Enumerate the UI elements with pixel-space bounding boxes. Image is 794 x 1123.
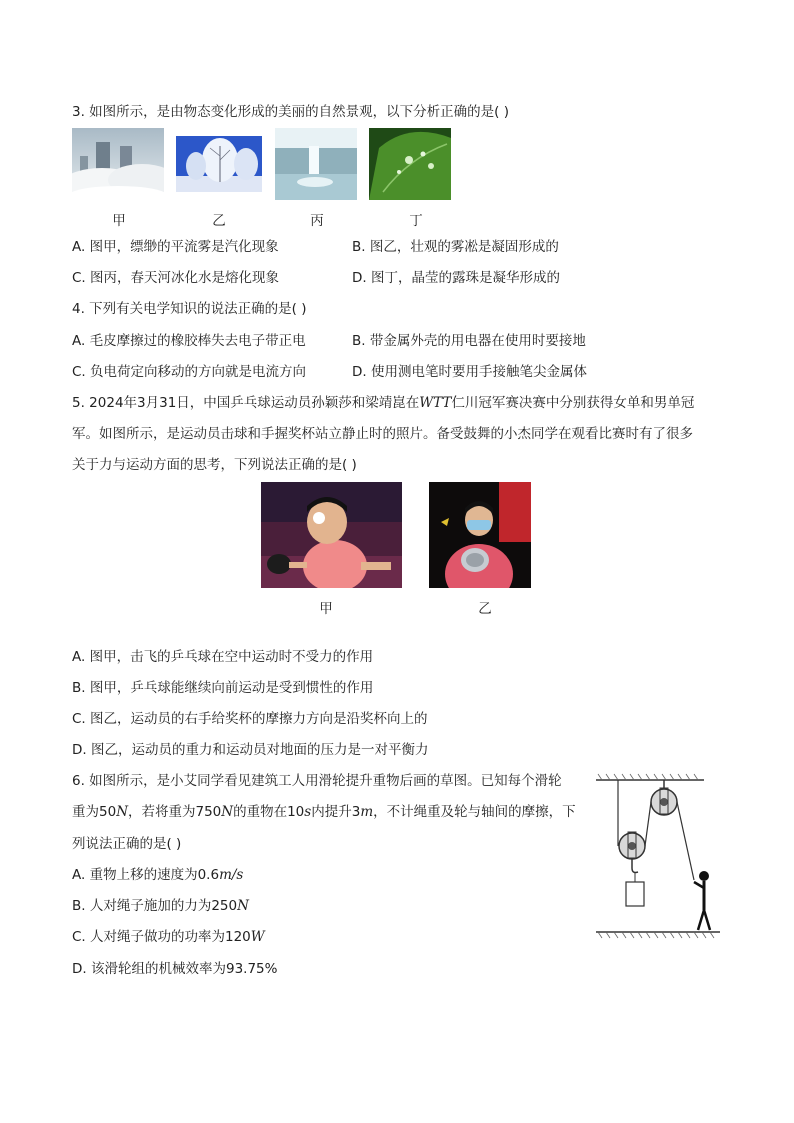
q4-option-c: C. 负电荷定向移动的方向就是电流方向 — [72, 364, 307, 380]
q6-unit-m: m — [360, 804, 374, 820]
q6-option-c: C. 人对绳子做功的功率为120W — [72, 929, 265, 945]
q6-option-a: A. 重物上移的速度为0.6m/s — [72, 867, 244, 883]
q3-option-c: C. 图丙，春天河冰化水是熔化现象 — [72, 270, 280, 286]
q3-stem: 3. 如图所示，是由物态变化形成的美丽的自然景观，以下分析正确的是( ) — [72, 104, 509, 120]
q5-option-c: C. 图乙，运动员的右手给奖杯的摩擦力方向是沿奖杯向上的 — [72, 711, 428, 727]
q5-stem-line2: 军。如图所示，是运动员击球和手握奖杯站立静止时的照片。备受鼓舞的小杰同学在观看比赛时有了很多 — [72, 426, 693, 442]
q5-option-d: D. 图乙，运动员的重力和运动员对地面的压力是一对平衡力 — [72, 742, 429, 758]
q3-caption-ding: 丁 — [409, 213, 423, 229]
q6-stem-weight-pulley: 重为50 — [72, 804, 117, 820]
q6-stem-line3: 列说法正确的是( ) — [72, 836, 182, 852]
q3-photo-waterfall — [275, 128, 357, 200]
q6-stem-conditions: ，不计绳重及轮与轴间的摩擦，下 — [373, 804, 576, 820]
q3-option-b: B. 图乙，壮观的雾凇是凝固形成的 — [352, 239, 559, 255]
q4-option-d: D. 使用测电笔时要用手接触笔尖金属体 — [352, 364, 587, 380]
q3-photo-fog — [72, 128, 164, 200]
q5-stem-line3: 关于力与运动方面的思考，下列说法正确的是( ) — [72, 457, 357, 473]
q5-stem-wtt: WTT — [419, 395, 452, 411]
q6-stem-time: 的重物在10 — [233, 804, 305, 820]
q3-caption-bing: 丙 — [310, 213, 324, 229]
q3-photo-dew — [369, 128, 451, 200]
q6-pulley-diagram — [592, 772, 724, 942]
q3-caption-yi: 乙 — [212, 213, 226, 229]
q6-unit-n-2: N — [221, 804, 234, 820]
q5-stem-line1-b: 仁川冠军赛决赛中分别获得女单和男单冠 — [451, 395, 695, 411]
q3-option-a: A. 图甲，缥缈的平流雾是汽化现象 — [72, 239, 279, 255]
q5-caption-jia: 甲 — [319, 601, 333, 617]
q5-stem-line1-a: 5. 2024年3月31日，中国乒乓球运动员孙颖莎和梁靖崑在 — [72, 395, 420, 411]
q6-stem-weight-load: ，若将重为750 — [128, 804, 222, 820]
q5-option-b: B. 图甲，乒乓球能继续向前运动是受到惯性的作用 — [72, 680, 374, 696]
q3-option-d: D. 图丁，晶莹的露珠是凝华形成的 — [352, 270, 560, 286]
q3-caption-jia: 甲 — [112, 213, 126, 229]
q4-option-b: B. 带金属外壳的用电器在使用时要接地 — [352, 333, 586, 349]
q4-stem: 4. 下列有关电学知识的说法正确的是( ) — [72, 301, 307, 317]
q5-photo-player-hitting — [261, 482, 402, 588]
q6-stem-line1: 6. 如图所示，是小艾同学看见建筑工人用滑轮提升重物后画的草图。已知每个滑轮 — [72, 773, 562, 789]
q4-option-a: A. 毛皮摩擦过的橡胶棒失去电子带正电 — [72, 333, 306, 349]
q5-caption-yi: 乙 — [478, 601, 492, 617]
q5-photo-player-trophy — [429, 482, 531, 588]
q6-stem-height: 内提升3 — [311, 804, 361, 820]
q6-unit-s: s — [304, 804, 312, 820]
q6-option-d: D. 该滑轮组的机械效率为93.75% — [72, 961, 278, 977]
q6-stem-line2 — [72, 802, 576, 822]
q6-option-b: B. 人对绳子施加的力为250N — [72, 898, 249, 914]
q5-stem-line1 — [72, 393, 694, 413]
q6-unit-n-1: N — [116, 804, 128, 820]
q3-photo-rime — [176, 136, 262, 192]
q5-option-a: A. 图甲，击飞的乒乓球在空中运动时不受力的作用 — [72, 649, 374, 665]
